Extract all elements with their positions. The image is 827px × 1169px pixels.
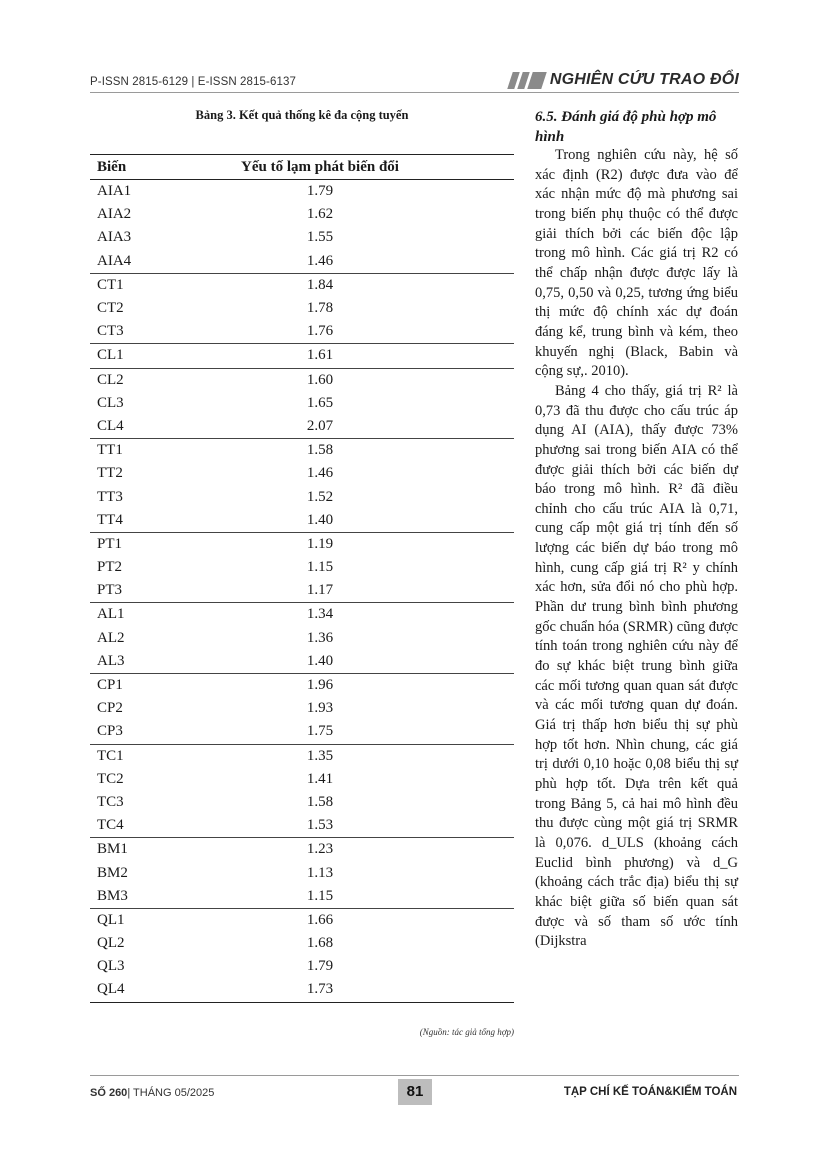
variable-cell: AL3 [97, 652, 125, 669]
vif-cell: 1.13 [306, 864, 334, 881]
table-row [90, 415, 514, 438]
footer-divider [90, 1075, 739, 1076]
table-row [90, 791, 514, 814]
variable-cell: QL1 [97, 911, 125, 928]
journal-name: TẠP CHÍ KẾ TOÁN&KIỂM TOÁN [563, 1086, 737, 1098]
variable-cell: AIA1 [97, 183, 132, 200]
vif-cell: 1.96 [306, 677, 334, 694]
variable-cell: CL3 [97, 394, 124, 411]
vif-cell: 1.58 [306, 793, 334, 810]
table-group [90, 439, 514, 533]
table-caption: Bảng 3. Kết quả thống kê đa cộng tuyến [195, 108, 409, 122]
table-row [90, 203, 514, 226]
paragraph: Bảng 4 cho thấy, giá trị R² là 0,73 đã thu được cho cấu trúc áp dụng AI (AIA), thấy được 73% phương sai trong biến AIA có thể được giải thích bởi các biến dự báo trong mô hình. R² đã điều chỉnh cho cấu trúc AIA là 0,71, cung cấp một giá trị tính đến số lượng các biến dự báo trong mô hình, cung cấp giá trị R² y chính xác hơn, sửa đổi nó cho phù hợp. Phần dư trung bình bình phương gốc chuẩn hóa (SRMR) cũng được tính toán trong nghiên cứu này để đo sự khác biệt trung bình giữa các mối tương quan quan sát được và các mối tương quan dự đoán. Giá trị thấp hơn biểu thị sự phù hợp tốt hơn. Nhìn chung, các giá trị dưới 0,10 hoặc 0,08 biểu thị sự phù hợp tốt. Dựa trên kết quả trong Bảng 5, cả hai mô hình đều thu được cùng một giá trị SRMR là 0,076. d_ULS (khoảng cách Euclid bình phương) và d_G (khoảng cách trắc địa) biểu thị sự khác biệt giữa số biến quan sát được và số tham số ước tính (Dijkstra [535, 382, 738, 950]
variable-cell: AL1 [97, 606, 125, 623]
table-row [90, 392, 514, 415]
vif-cell: 1.75 [306, 723, 334, 740]
variable-cell: AIA3 [97, 229, 132, 246]
variable-cell: TT2 [97, 465, 123, 482]
variable-cell: TC3 [97, 793, 124, 810]
header-divider [90, 92, 739, 93]
table-group [90, 344, 514, 368]
vif-cell: 1.46 [306, 465, 334, 482]
variable-cell: CL2 [97, 371, 124, 388]
vif-cell: 1.62 [306, 206, 334, 223]
table-group [90, 603, 514, 674]
table-group [90, 274, 514, 345]
table-row [90, 180, 514, 203]
vif-cell: 1.61 [306, 347, 334, 364]
variable-cell: TT4 [97, 511, 123, 528]
table-row [90, 226, 514, 249]
table-row [90, 885, 514, 908]
paragraph: Trong nghiên cứu này, hệ số xác định (R2) được đưa vào để xác nhận mức độ mà phương sai trong biến phụ thuộc có thể được giải thích bởi các biến độc lập trong mô hình. Các giá trị R2 có thể chấp nhận được được lấy là 0,75, 0,50 và 0,25, tương ứng biểu thị mức độ chính xác dự đoán đáng kể, trung bình và kém, theo khuyến nghị (Black, Babin và cộng sự,. 2010). [535, 147, 738, 380]
variable-cell: QL2 [97, 935, 125, 952]
table-row [90, 509, 514, 532]
vif-cell: 1.36 [306, 629, 334, 646]
table-row [90, 485, 514, 508]
vif-cell: 1.60 [306, 371, 334, 388]
table-row [90, 369, 514, 392]
table-row [90, 320, 514, 343]
section-banner [510, 71, 739, 89]
table-group [90, 909, 514, 1003]
variable-cell: PT1 [97, 535, 123, 552]
vif-cell: 1.78 [306, 300, 334, 317]
vif-cell: 1.23 [306, 841, 334, 858]
variable-cell: CT1 [97, 276, 124, 293]
table-group [90, 674, 514, 745]
vif-cell: 1.41 [306, 770, 334, 787]
table-group [90, 838, 514, 909]
variable-cell: BM3 [97, 887, 128, 904]
variable-cell: CL1 [97, 347, 124, 364]
vif-cell: 1.40 [306, 511, 334, 528]
vif-cell: 1.65 [306, 394, 334, 411]
table-row [90, 650, 514, 673]
variable-cell: BM2 [97, 864, 128, 881]
variable-cell: AL2 [97, 629, 125, 646]
table-row [90, 814, 514, 837]
vif-cell: 1.68 [306, 935, 334, 952]
variable-cell: PT3 [97, 582, 123, 599]
vif-cell: 1.19 [306, 535, 334, 552]
vif-cell: 1.93 [306, 700, 334, 717]
variable-cell: CP3 [97, 723, 123, 740]
banner-bars-icon [510, 72, 544, 89]
vif-cell: 1.55 [306, 229, 334, 246]
variable-cell: AIA2 [97, 206, 132, 223]
variable-cell: TT3 [97, 488, 123, 505]
section-label: NGHIÊN CỨU TRAO ĐỔI [549, 71, 739, 88]
vif-cell: 2.07 [306, 417, 334, 434]
issue-info [90, 1087, 214, 1099]
table-row [90, 603, 514, 626]
header-variable: Biến [97, 158, 127, 175]
vif-cell: 1.84 [306, 276, 334, 293]
variable-cell: CL4 [97, 417, 124, 434]
table-row [90, 720, 514, 743]
variable-cell: BM1 [97, 841, 128, 858]
vif-cell: 1.15 [306, 559, 334, 576]
vif-cell: 1.53 [306, 817, 334, 834]
variable-cell: CP1 [97, 677, 123, 694]
table-row [90, 627, 514, 650]
variable-cell: QL4 [97, 981, 125, 998]
table-group [90, 369, 514, 440]
table-row [90, 439, 514, 462]
table-group [90, 745, 514, 839]
vif-table [90, 154, 514, 1003]
table-group [90, 180, 514, 274]
table-row [90, 932, 514, 955]
vif-cell: 1.73 [306, 981, 334, 998]
header-vif: Yếu tố lạm phát biến đổi [241, 158, 399, 175]
variable-cell: AIA4 [97, 252, 132, 269]
variable-cell: QL3 [97, 958, 125, 975]
table-row [90, 556, 514, 579]
vif-cell: 1.40 [306, 652, 334, 669]
vif-cell: 1.52 [306, 488, 334, 505]
section-title: 6.5. Đánh giá độ phù hợp mô hình [535, 109, 717, 145]
table-row [90, 861, 514, 884]
vif-cell: 1.35 [306, 747, 334, 764]
table-group [90, 533, 514, 604]
variable-cell: PT2 [97, 559, 123, 576]
vif-cell: 1.79 [306, 958, 334, 975]
page-number: 81 [398, 1079, 432, 1105]
table-body [90, 180, 514, 1003]
vif-cell: 1.76 [306, 323, 334, 340]
vif-cell: 1.17 [306, 582, 334, 599]
table-row [90, 978, 514, 1001]
table-row [90, 838, 514, 861]
table-row [90, 674, 514, 697]
table-row [90, 745, 514, 768]
table-row [90, 909, 514, 932]
issn-line: P-ISSN 2815-6129 | E-ISSN 2815-6137 [90, 76, 296, 88]
table-row [90, 579, 514, 602]
variable-cell: TC1 [97, 747, 124, 764]
vif-cell: 1.15 [306, 887, 334, 904]
table-row [90, 955, 514, 978]
vif-cell: 1.58 [306, 442, 334, 459]
article-body [535, 146, 738, 952]
vif-cell: 1.66 [306, 911, 334, 928]
table-header [90, 154, 514, 180]
variable-cell: CP2 [97, 700, 123, 717]
table-row [90, 697, 514, 720]
issue-month: | THÁNG 05/2025 [127, 1087, 215, 1099]
variable-cell: TT1 [97, 442, 123, 459]
table-row [90, 250, 514, 273]
table-row [90, 768, 514, 791]
table-row [90, 533, 514, 556]
table-source: (Nguồn: tác giả tổng hợp) [419, 1027, 514, 1037]
vif-cell: 1.34 [306, 606, 334, 623]
issue-number: SỐ 260 [90, 1087, 128, 1099]
variable-cell: CT2 [97, 300, 124, 317]
table-row [90, 344, 514, 367]
table-row [90, 297, 514, 320]
table-row [90, 274, 514, 297]
variable-cell: TC2 [97, 770, 124, 787]
vif-cell: 1.46 [306, 252, 334, 269]
vif-cell: 1.79 [306, 183, 334, 200]
table-row [90, 462, 514, 485]
variable-cell: TC4 [97, 817, 124, 834]
variable-cell: CT3 [97, 323, 124, 340]
